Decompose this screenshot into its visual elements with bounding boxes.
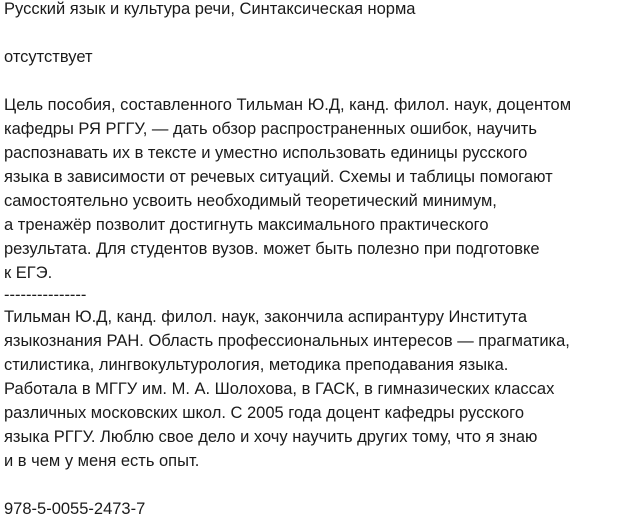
author-line: стилистика, лингвокультурология, методика преподавания языка. [4,356,509,374]
description-paragraph [4,93,619,285]
description-line: самостоятельно усвоить необходимый теоретический минимум, [4,192,497,210]
book-description [4,0,619,521]
spacer [4,473,619,497]
author-line: языка РГГУ. Люблю свое дело и хочу научить других тому, что я знаю [4,428,538,446]
spacer [4,21,619,45]
description-line: Цель пособия, составленного Тильман Ю.Д, канд. филол. наук, доцентом [4,96,572,114]
status-text: отсутствует [4,48,93,66]
description-line: результата. Для студентов вузов. может быть полезно при подготовке [4,240,540,258]
author-line: Работала в МГГУ им. М. А. Шолохова, в ГАСК, в гимназических классах [4,380,555,398]
spacer [4,69,619,93]
book-title: Русский язык и культура речи, Синтаксическая норма [4,0,416,18]
description-line: распознавать их в тексте и уместно использовать единицы русского [4,144,528,162]
author-line: языкознания РАН. Область профессиональных интересов — прагматика, [4,332,570,350]
author-paragraph [4,305,619,473]
description-line: а тренажёр позволит достигнуть максимального практического [4,216,489,234]
description-line: к ЕГЭ. [4,264,53,282]
isbn-text: 978-5-0055-2473-7 [4,500,146,518]
separator-line: --------------- [4,286,87,304]
author-line: Тильман Ю.Д, канд. филол. наук, закончила аспирантуру Института [4,308,528,326]
description-line: языка в зависимости от речевых ситуаций. Схемы и таблицы помогают [4,168,553,186]
author-line: и в чем у меня есть опыт. [4,452,200,470]
description-line: кафедры РЯ РГГУ, — дать обзор распространенных ошибок, научить [4,120,537,138]
author-line: различных московских школ. С 2005 года доцент кафедры русского [4,404,525,422]
